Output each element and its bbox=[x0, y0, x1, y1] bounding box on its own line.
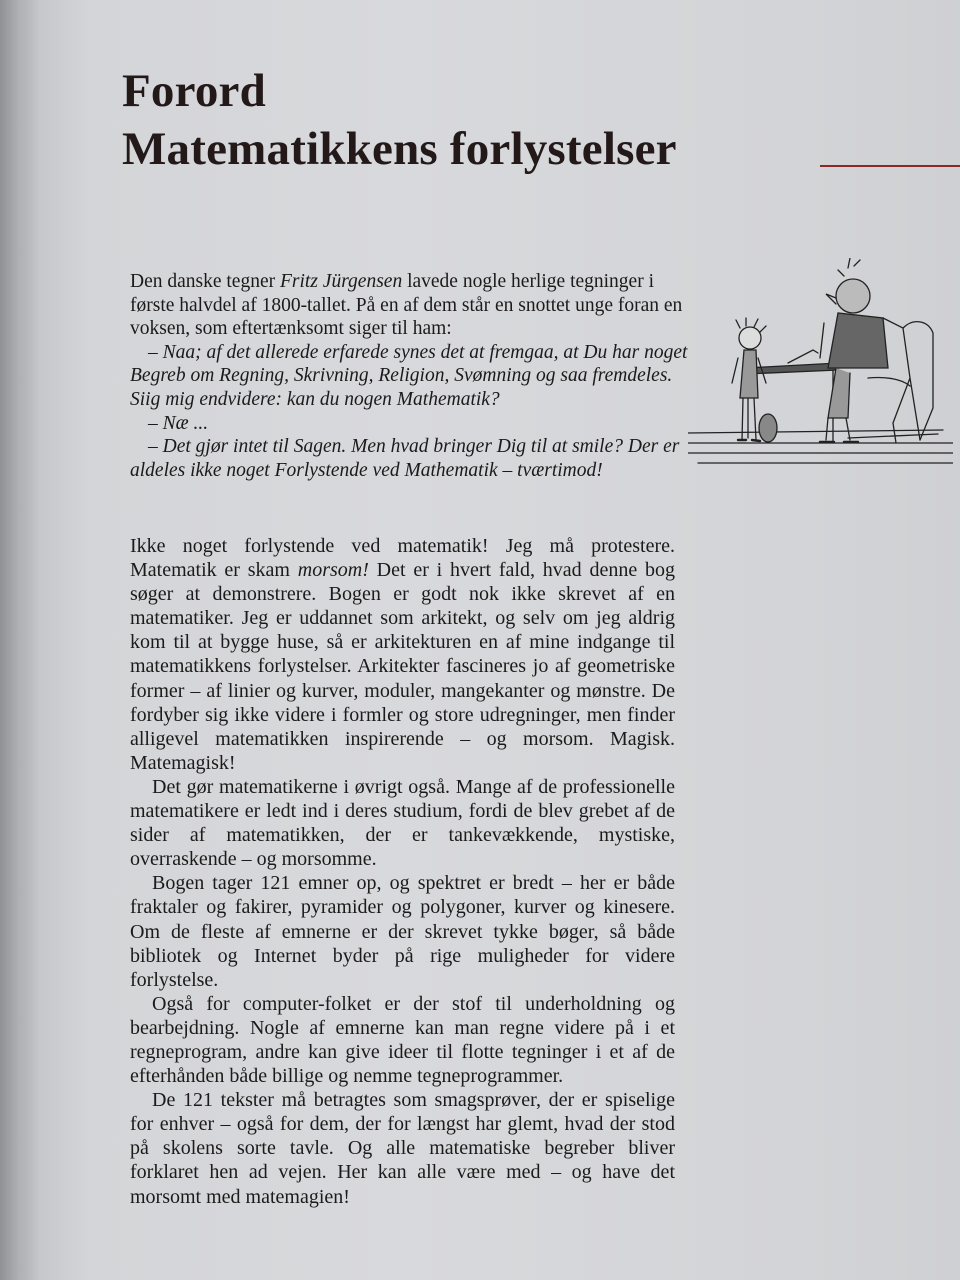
intro-text-b: lavede nogle herlige bbox=[402, 271, 566, 292]
body-p1-text-a: Ikke noget forlystende ved matematik! Jeg må protestere. Matematik er skam bbox=[130, 535, 675, 582]
title-line-2: Matematikkens forlystelser bbox=[122, 123, 677, 175]
intro-text-rest: tegninger i første halvdel af 1800-tallet. På en af dem står en snottet unge foran en voksen, som eftertænksomt siger til ham: bbox=[130, 271, 683, 340]
body-paragraph-1 bbox=[130, 534, 675, 775]
intro-text-a: Den danske tegner bbox=[130, 271, 280, 292]
title-line-1: Forord bbox=[122, 65, 266, 117]
artist-name: Fritz Jürgensen bbox=[279, 271, 403, 292]
body-text bbox=[130, 534, 675, 1209]
title-rule bbox=[820, 165, 960, 167]
page-title bbox=[122, 62, 677, 178]
body-paragraph-2: Det gør matematikerne i øvrigt også. Mange af de professionelle matematikere er ledt ind i deres studium, fordi de blev grebet af de sider af matematikken, der er tankevækkende, mystiske, overraskende – og morsomme. bbox=[130, 775, 675, 871]
body-paragraph-4: Også for computer-folket er der stof til underholdning og bearbejdning. Nogle af emnerne kan man regne videre på i et regneprogram, andre kan give ideer til flotte tegninger i et af de efterhånden både billige og nemme tegneprogrammer. bbox=[130, 992, 675, 1088]
illustration-drawing bbox=[688, 258, 953, 473]
quote-line-1: – Naa; af det allerede erfarede synes det at fremgaa, at Du har noget Begreb om Regning, Skrivning, Religion, Svømning og saa fremdeles. Siig mig endvidere: kan du nogen Mathematik? bbox=[130, 341, 688, 410]
body-p1-text-b: Det er i hvert fald, hvad denne bog søger at demonstrere. Bogen er godt nok ikke skrevet af en matematiker. Jeg er uddannet som arkitekt, og selv om jeg aldrig kom til at bygge huse, så er arkitekturen en af mine indgange til matematikkens forlystelser. Arkitekter fascineres jo af geometriske former – af linier og kurver, moduler, mangekanter og mønstre. De fordyber sig ikke videre i formler og store udregninger, men finder alligevel matematikken inspirerende – og morsom. Magisk. Matemagisk! bbox=[130, 559, 675, 774]
intro-paragraph bbox=[130, 270, 690, 341]
body-p1-emphasis: morsom! bbox=[297, 559, 369, 582]
body-paragraph-5: De 121 tekster må betragtes som smagsprøver, der er spiselige for enhver – også for dem, der for længst har glemt, hvad der stod på skolens sorte tavle. Og alle matematiske begreber bliver forklaret hen ad vejen. Her kan alle være med – og have det morsomt med matemagien! bbox=[130, 1089, 675, 1208]
intro-passage bbox=[130, 270, 690, 482]
book-spine-shadow bbox=[0, 0, 40, 1280]
quote-line-2: – Næ ... bbox=[148, 412, 209, 434]
body-paragraph-3: Bogen tager 121 emner op, og spektret er bredt – her er både fraktaler og fakirer, pyramider og polygoner, kurver og kinesere. Om de fleste af emnerne er der skrevet tykke bøger, så både bibliotek og Internet byder på rige muligheder for videre forlystelse. bbox=[130, 872, 675, 991]
quote-line-3: – Det gjør intet til Sagen. Men hvad bringer Dig til at smile? Der er aldeles ikke noget Forlystende ved Mathematik – tværtimod! bbox=[130, 436, 680, 481]
